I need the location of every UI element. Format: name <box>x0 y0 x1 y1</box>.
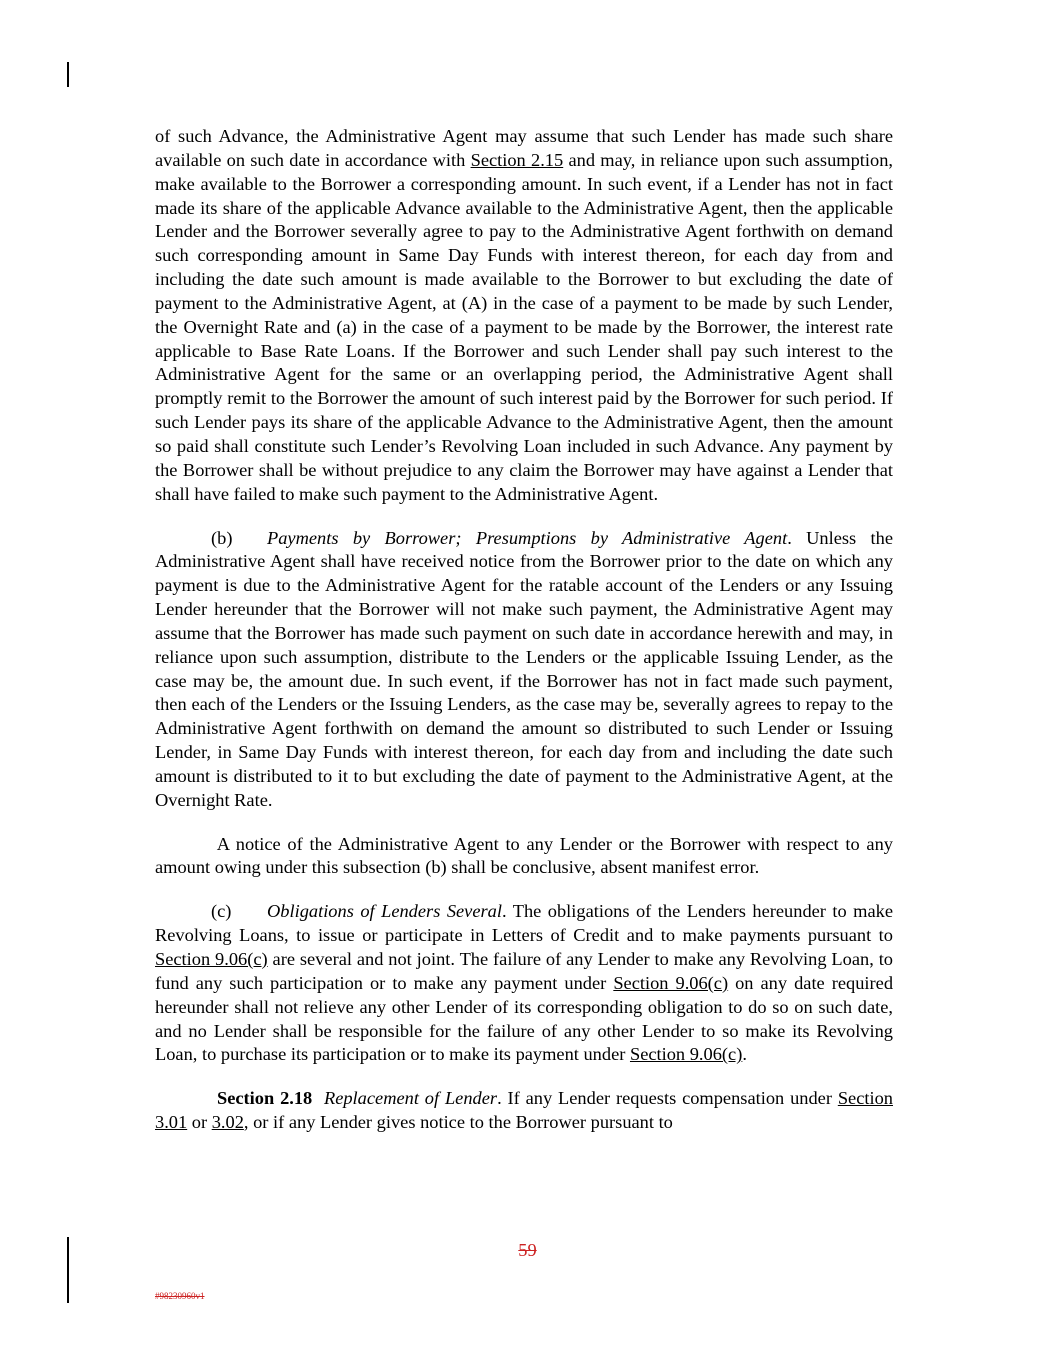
clause-heading: Obligations of Lenders Several <box>267 901 502 922</box>
paragraph-c <box>155 900 893 1067</box>
document-id: #98230960v1 <box>155 1291 205 1301</box>
section-2-18-paragraph <box>155 1087 893 1135</box>
cross-reference-link[interactable]: Section 9.06(c) <box>613 972 729 993</box>
paragraph-text: A notice of the Administrative Agent to any Lender or the Borrower with respect to any amount owing under this subsection (b) shall be conclusive, absent manifest error. <box>155 833 893 878</box>
cross-reference-link[interactable]: Section 9.06(c) <box>155 949 268 969</box>
paragraph-b <box>155 527 893 813</box>
paragraph-text: are several and not joint. The failure of any Lender to make any Revolving Loan, to fund any such participation or to make any payment under <box>155 949 893 993</box>
paragraph-text: on any date required hereunder shall not relieve any other Lender of its corresponding obligation to do so on such date, and no Lender shall be responsible for the failure of any other Lender to so make its Revolving Loan, to purchase its participation or to make its payment under <box>155 972 894 1065</box>
paragraph-text: . If any Lender requests compensation under <box>497 1088 838 1109</box>
change-bar-top <box>67 62 69 87</box>
cross-reference-link[interactable]: Section 2.15 <box>470 149 564 170</box>
paragraph-text: , or if any Lender gives notice to the Borrower pursuant to <box>243 1112 673 1133</box>
cross-reference-link[interactable]: Section 3.01 <box>155 1088 893 1133</box>
cross-reference-link[interactable]: Section 9.06(c) <box>629 1044 743 1065</box>
paragraph-text: or <box>187 1112 212 1133</box>
paragraph-text: . The obligations of the Lenders hereunder to make Revolving Loans, to issue or participate in Letters of Credit and to make payments pursuant to <box>155 901 893 946</box>
page-body <box>155 125 893 1135</box>
paragraph-text: . Unless the Administrative Agent shall have received notice from the Borrower prior to the date on which any payment is due to the Administrative Agent for the ratable account of the Lenders or any Issuing Lender hereunder that the Borrower will not make such payment, the Administrative Agent may assume that the Borrower has made such payment on such date in accordance herewith and may, in reliance upon such assumption, distribute to the Lenders or the applicable Issuing Lender, as the case may be, the amount due. In such event, if the Borrower has not in fact made such payment, then each of the Lenders or the Issuing Lenders, as the case may be, severally agrees to repay to the Administrative Agent forthwith on demand the amount so distributed to such Lender or Issuing Lender, in Same Day Funds with interest thereon, for each day from and including the date such amount is distributed to it to but excluding the date of payment to the Administrative Agent, at the Overnight Rate. <box>155 527 894 810</box>
page-number: 59 <box>518 1240 537 1260</box>
paragraph-text: of such Advance, the Administrative Agent may assume that such Lender has made such share available on such date in accordance with <box>155 126 893 170</box>
paragraph-notice <box>155 833 893 881</box>
clause-label: (c) <box>211 901 232 922</box>
cross-reference-link[interactable]: 3.02 <box>211 1112 244 1133</box>
clause-heading: Payments by Borrower; Presumptions by Administrative Agent <box>267 527 788 548</box>
section-heading: Replacement of Lender <box>323 1088 498 1109</box>
paragraph-advance-continuation <box>155 125 893 507</box>
paragraph-text: . <box>742 1044 747 1065</box>
clause-label: (b) <box>211 527 233 548</box>
paragraph-text: and may, in reliance upon such assumption, make available to the Borrower a corresponding amount. In such event, if a Lender has not in fact made its share of the applicable Advance available to the Administrative Agent, then the applicable Lender and the Borrower severally agree to pay to the Administrative Agent forthwith on demand such corresponding amount in Same Day Funds with interest thereon, for each day from and including the date such amount is made available to the Borrower to but excluding the date of payment to the Administrative Agent, at (A) in the case of a payment to be made by such Lender, the Overnight Rate and (a) in the case of a payment to be made by the Borrower, the interest rate applicable to Base Rate Loans. If the Borrower and such Lender shall pay such interest to the Administrative Agent for the same or an overlapping period, the Administrative Agent shall promptly remit to the Borrower the amount of such interest paid by the Borrower for such period. If such Lender pays its share of the applicable Advance to the Administrative Agent, then the amount so paid shall constitute such Lender’s Revolving Loan included in such Advance. Any payment by the Borrower shall be without prejudice to any claim the Borrower may have against a Lender that shall have failed to make such payment to the Administrative Agent. <box>155 149 893 504</box>
section-number: Section 2.18 <box>217 1088 313 1109</box>
